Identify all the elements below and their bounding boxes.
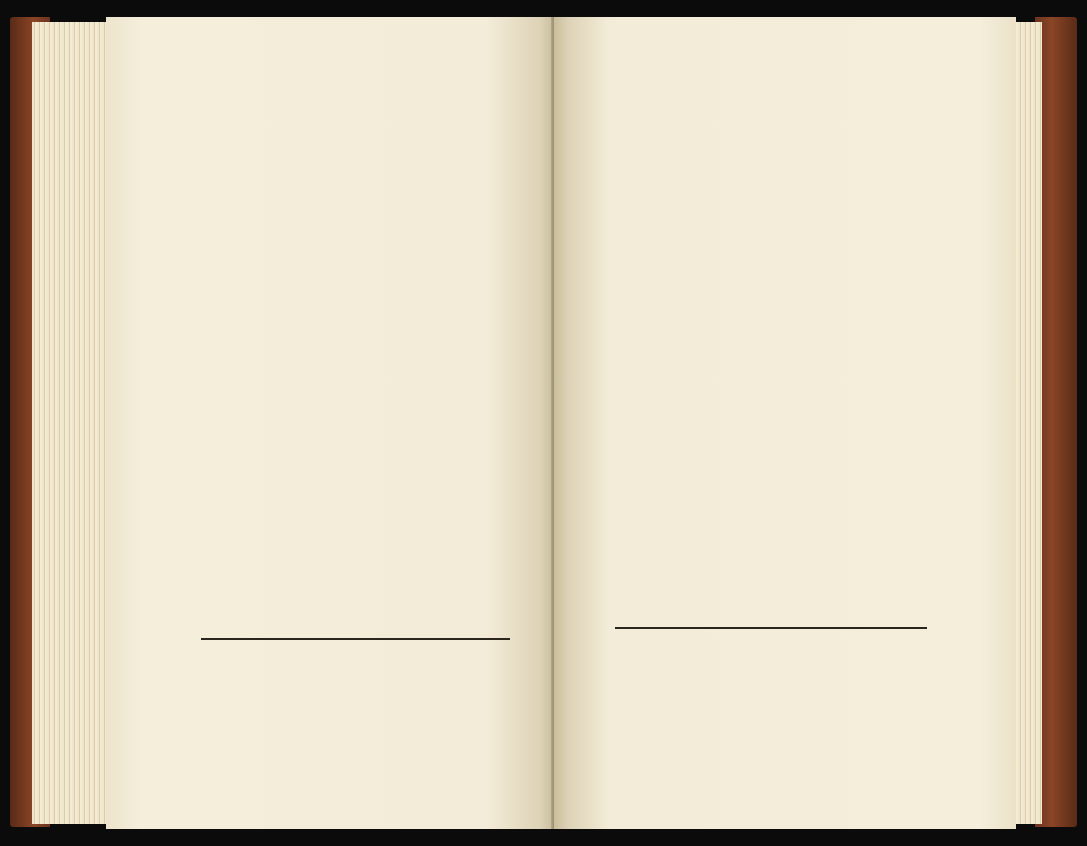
text-line [190, 305, 508, 328]
left-page-stack [32, 22, 110, 824]
text-line [190, 351, 508, 374]
text-line [190, 374, 508, 397]
text-line [190, 237, 508, 260]
left-body-text [190, 123, 508, 625]
text-line [190, 123, 508, 146]
text-line [190, 465, 508, 488]
text-line [190, 283, 508, 306]
text-line [190, 169, 508, 192]
text-line [190, 602, 508, 625]
text-line [190, 556, 508, 579]
text-line [190, 214, 508, 237]
text-line [190, 442, 508, 465]
left-footnote-rule [201, 638, 510, 640]
text-line [190, 191, 508, 214]
right-footnote-rule [615, 627, 927, 629]
text-line [190, 328, 508, 351]
text-line [190, 260, 508, 283]
text-line [190, 533, 508, 556]
text-line [190, 579, 508, 602]
text-line [190, 397, 508, 420]
text-line [190, 488, 508, 511]
right-page [554, 17, 1016, 829]
text-line [190, 419, 508, 442]
text-line [190, 511, 508, 534]
text-line [190, 146, 508, 169]
